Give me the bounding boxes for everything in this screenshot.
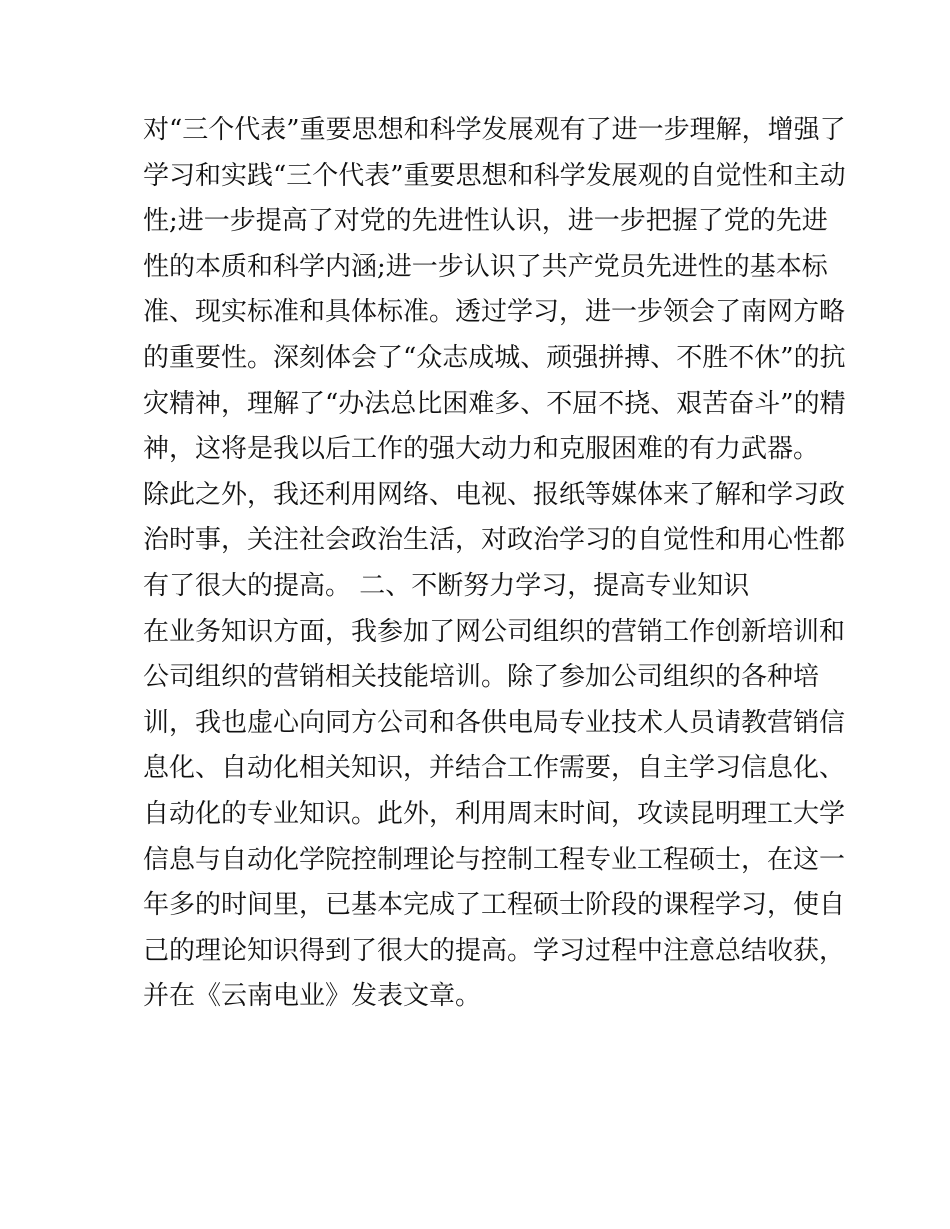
text-line: 神，这将是我以后工作的强大动力和克服困难的有力武器。 — [143, 434, 820, 465]
text-line: 灾精神，理解了“办法总比困难多、不屈不挠、艰苦奋斗”的精 — [143, 388, 846, 419]
body-text — [143, 108, 846, 1020]
text-line: 有了很大的提高。 二、不断努力学习，提高专业知识 — [143, 570, 750, 601]
text-line: 自动化的专业知识。此外，利用周末时间，攻读昆明理工大学 — [143, 798, 846, 829]
text-line: 训，我也虚心向同方公司和各供电局专业技术人员请教营销信 — [143, 707, 846, 738]
text-line: 对“三个代表”重要思想和科学发展观有了进一步理解，增强了 — [143, 115, 846, 145]
text-line: 的重要性。深刻体会了“众志成城、顽强拼搏、不胜不休”的抗 — [143, 342, 846, 373]
text-line: 性的本质和科学内涵;进一步认识了共产党员先进性的基本标 — [143, 251, 828, 282]
text-line: 准、现实标准和具体标准。透过学习，进一步领会了南网方略 — [143, 297, 846, 328]
text-line: 在业务知识方面，我参加了网公司组织的营销工作创新培训和 — [143, 616, 846, 647]
text-line: 学习和实践“三个代表”重要思想和科学发展观的自觉性和主动 — [143, 160, 846, 191]
text-line: 除此之外，我还利用网络、电视、报纸等媒体来了解和学习政 — [143, 479, 846, 510]
text-line: 信息与自动化学院控制理论与控制工程专业工程硕士，在这一 — [143, 844, 846, 875]
text-line: 并在《云南电业》发表文章。 — [143, 981, 482, 1012]
text-line: 年多的时间里，已基本完成了工程硕士阶段的课程学习，使自 — [143, 890, 846, 921]
text-line: 己的理论知识得到了很大的提高。学习过程中注意总结收获， — [143, 935, 846, 966]
text-line: 性;进一步提高了对党的先进性认识，进一步把握了党的先进 — [143, 206, 828, 237]
text-line: 治时事，关注社会政治生活，对政治学习的自觉性和用心性都 — [143, 525, 846, 556]
text-line: 息化、自动化相关知识，并结合工作需要，自主学习信息化、 — [143, 753, 846, 784]
text-line: 公司组织的营销相关技能培训。除了参加公司组织的各种培 — [143, 662, 820, 693]
